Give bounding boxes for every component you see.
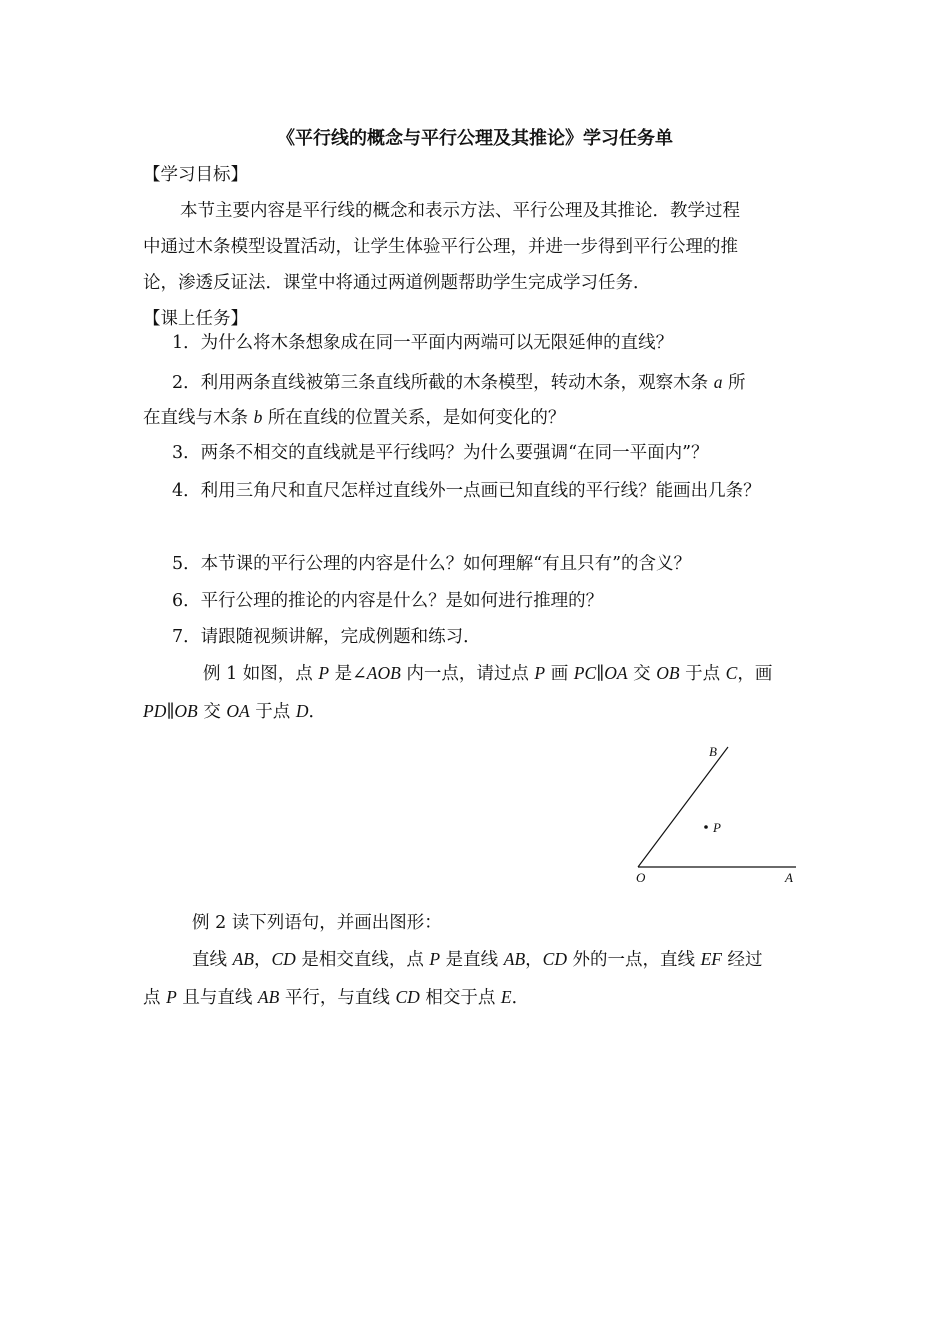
- task-1: 1．为什么将木条想象成在同一平面内两端可以无限延伸的直线？: [172, 333, 674, 353]
- label-b: B: [709, 744, 717, 759]
- task-3: 3．两条不相交的直线就是平行线吗？为什么要强调“在同一平面内”？: [172, 443, 709, 463]
- parallel-symbol: ∥: [596, 664, 605, 684]
- point-p: P: [534, 663, 546, 683]
- label-o: O: [636, 870, 646, 885]
- text: 点: [143, 988, 167, 1008]
- text: 交: [627, 664, 657, 684]
- line-ob: OB: [174, 701, 198, 721]
- task-6: 6．平行公理的推论的内容是什么？是如何进行推理的？: [172, 591, 604, 611]
- line-ab: AB: [257, 987, 280, 1007]
- line-cd: CD: [395, 987, 420, 1007]
- text: ，画: [737, 664, 773, 684]
- task-4: 4．利用三角尺和直尺怎样过直线外一点画已知直线的平行线？能画出几条？: [172, 481, 761, 501]
- text: 是相交直线，点: [295, 950, 430, 970]
- line-cd: CD: [271, 949, 296, 969]
- point-p: P: [318, 663, 330, 683]
- text: 画: [545, 664, 574, 684]
- line-ab: AB: [503, 949, 526, 969]
- goals-heading: 【学习目标】: [143, 165, 248, 185]
- var-b: b: [253, 407, 263, 427]
- page-title: 《平行线的概念与平行公理及其推论》学习任务单: [277, 128, 673, 149]
- task-2-line-2: [143, 402, 565, 433]
- goals-line-1: 本节主要内容是平行线的概念和表示方法、平行公理及其推论．教学过程: [180, 201, 740, 221]
- label-p: P: [713, 820, 721, 835]
- label-a: A: [785, 870, 793, 885]
- text: 于点: [249, 702, 296, 722]
- line-oa: OA: [604, 663, 628, 683]
- point-p-dot: [704, 825, 708, 829]
- point-p: P: [429, 949, 441, 969]
- line-ob: OB: [656, 663, 680, 683]
- goals-line-2: 中通过木条模型设置活动，让学生体验平行公理，并进一步得到平行公理的推: [143, 237, 738, 257]
- text: 所: [722, 373, 746, 393]
- line-ef: EF: [700, 949, 722, 969]
- task-7: 7．请跟随视频讲解，完成例题和练习．: [172, 627, 481, 647]
- angle-aob-figure: [620, 735, 820, 895]
- example-1-line-2: [143, 696, 326, 727]
- text: ．: [308, 702, 326, 722]
- text: 于点: [679, 664, 726, 684]
- point-d: D: [295, 701, 309, 721]
- text: ，: [253, 950, 272, 970]
- line-pc: PC: [573, 663, 597, 683]
- tasks-heading: 【课上任务】: [143, 309, 248, 329]
- text: 2．利用两条直线被第三条直线所截的木条模型，转动木条，观察木条: [172, 373, 714, 393]
- example-2-line-1: [192, 944, 763, 975]
- text: 经过: [721, 950, 763, 970]
- text: 且与直线: [176, 988, 258, 1008]
- text: 外的一点，直线: [566, 950, 701, 970]
- text: 内一点，请过点: [400, 664, 535, 684]
- task-5: 5．本节课的平行公理的内容是什么？如何理解“有且只有”的含义？: [172, 554, 692, 574]
- text: 例 1 如图，点: [203, 664, 319, 684]
- task-2-line-1: [172, 367, 746, 398]
- ray-ob: [638, 747, 728, 867]
- point-p: P: [166, 987, 177, 1007]
- text: 交: [197, 702, 227, 722]
- text: ，: [525, 950, 543, 970]
- angle-aob: AOB: [366, 663, 401, 683]
- text: 是直线: [440, 950, 504, 970]
- line-ab: AB: [232, 949, 254, 969]
- text: 是∠: [329, 664, 367, 684]
- line-pd: PD: [143, 701, 167, 721]
- text: 平行，与直线: [279, 988, 396, 1008]
- example-2-heading: 例 2 读下列语句，并画出图形：: [192, 913, 442, 933]
- text: 所在直线的位置关系，是如何变化的？: [262, 408, 566, 428]
- example-2-line-2: [143, 982, 529, 1013]
- text: 直线: [192, 950, 233, 970]
- example-1-line-1: [203, 658, 772, 689]
- text: ．: [511, 988, 530, 1008]
- text: 在直线与木条: [143, 408, 254, 428]
- line-oa: OA: [226, 701, 250, 721]
- parallel-symbol: ∥: [166, 702, 175, 722]
- point-c: C: [725, 663, 738, 683]
- var-a: a: [713, 372, 723, 392]
- line-cd: CD: [542, 949, 567, 969]
- point-e: E: [500, 987, 512, 1007]
- text: 相交于点: [419, 988, 501, 1008]
- goals-line-3: 论，渗透反证法．课堂中将通过两道例题帮助学生完成学习任务．: [143, 273, 651, 293]
